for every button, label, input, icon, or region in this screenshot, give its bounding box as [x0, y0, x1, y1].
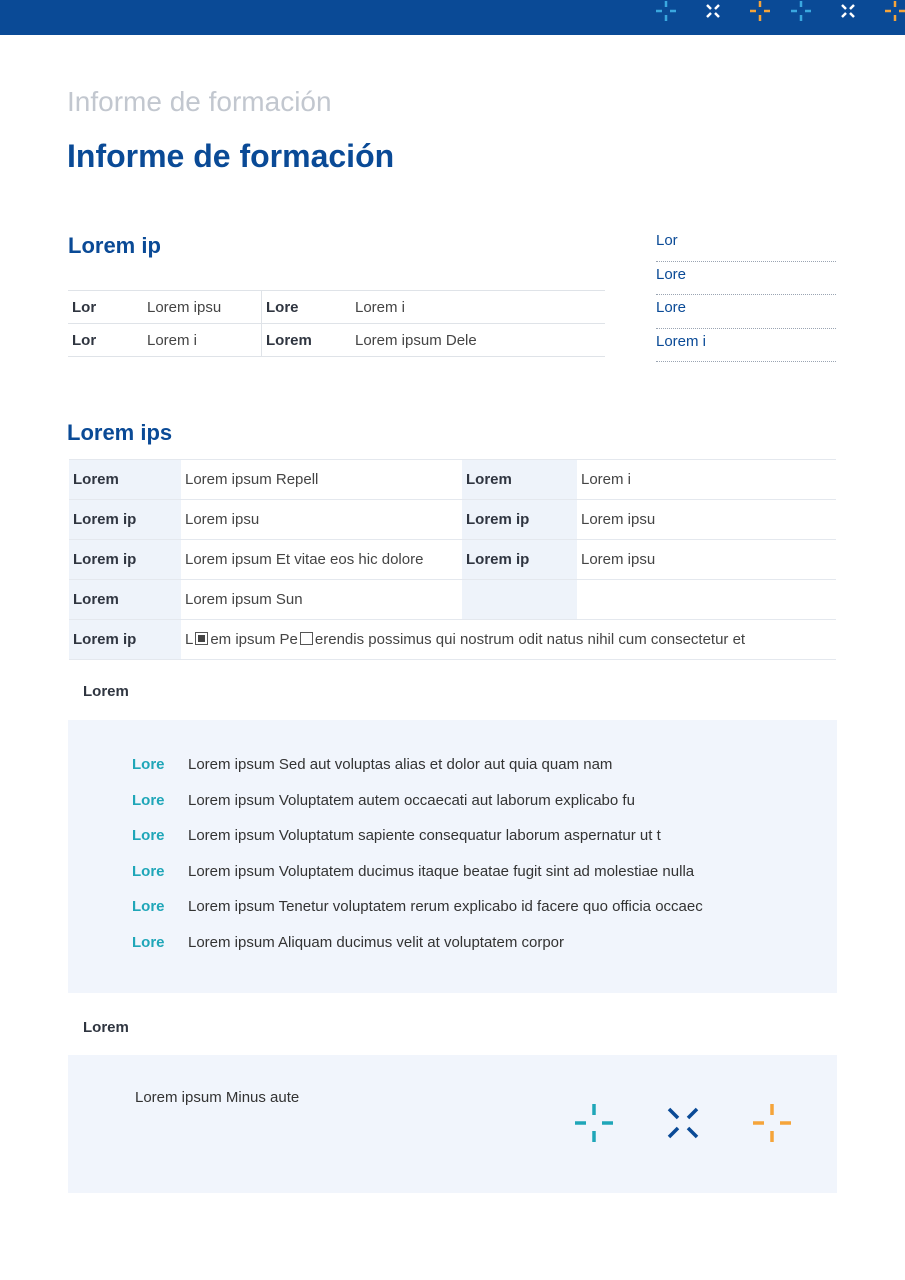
cross-mark-icon — [842, 5, 854, 17]
list-item-text: Lorem ipsum Tenetur voluptatem rerum explicabo id facere quo officia occaec — [188, 898, 703, 915]
table-value: Lorem ipsum Sun — [181, 580, 462, 620]
list-item-number: Lore — [132, 827, 165, 844]
list-item-text: Lorem ipsum Voluptatem ducimus itaque beatae fugit sint ad molestiae nulla — [188, 863, 695, 880]
section4-text: Lorem ipsum Minus aute — [135, 1089, 300, 1106]
table-key: Lor — [68, 324, 143, 357]
document-subtitle: Informe de formación — [67, 86, 332, 117]
table-key: Lorem ip — [69, 500, 181, 540]
table-key: Lorem ip — [69, 540, 181, 580]
section2-heading: Lorem ips — [67, 420, 173, 445]
list-item-text: Lorem ipsum Voluptatem autem occaecati aut laborum explicabo fu — [188, 792, 635, 809]
value-part: erendis possimus qui nostrum odit natus nihil cum consectetur et — [314, 631, 746, 648]
table-key: Lorem ip — [69, 620, 181, 660]
table-row — [69, 540, 836, 580]
toc-list — [656, 228, 836, 362]
checkbox-icon[interactable] — [300, 632, 313, 645]
table-key: Lorem ip — [462, 540, 577, 580]
plus-mark-icon — [885, 1, 905, 21]
table-key: Lorem — [462, 460, 577, 500]
table-key — [462, 580, 577, 620]
table-row — [69, 460, 836, 500]
brand-marks — [68, 1055, 837, 1193]
table-value: Lorem ipsum Repell — [181, 460, 462, 500]
table-value: Lorem ipsu — [577, 500, 836, 540]
plus-mark-icon — [656, 1, 676, 21]
list-item-number: Lore — [132, 898, 165, 915]
checkbox-checked-icon[interactable] — [195, 632, 208, 645]
plus-mark-icon — [791, 1, 811, 21]
table-key: Lore — [262, 291, 352, 324]
section3-box — [68, 720, 837, 993]
table-value: Lorem i — [577, 460, 836, 500]
list-item-text: Lorem ipsum Aliquam ducimus velit at voluptatem corpor — [188, 934, 564, 951]
list-item-number: Lore — [132, 756, 165, 773]
top-bar-marks — [0, 0, 905, 35]
section1-heading: Lorem ip — [68, 233, 161, 258]
table-key: Lorem — [69, 460, 181, 500]
table-row — [69, 580, 836, 620]
list-item-number: Lore — [132, 863, 165, 880]
table-value: Lorem ipsum Et vitae eos hic dolore — [181, 540, 462, 580]
table-value: Lorem i — [351, 291, 605, 324]
table-row — [68, 324, 605, 357]
cross-mark-icon — [707, 5, 719, 17]
table-value — [577, 580, 836, 620]
table-key: Lorem — [69, 580, 181, 620]
table-row — [69, 500, 836, 540]
table-value: Lorem ipsu — [577, 540, 836, 580]
value-part: L — [185, 631, 194, 648]
list-item-number: Lore — [132, 934, 165, 951]
table-key: Lorem ip — [462, 500, 577, 540]
list-item-text: Lorem ipsum Voluptatum sapiente consequatur laborum aspernatur ut t — [188, 827, 661, 844]
toc-link[interactable]: Lor — [656, 228, 836, 262]
table-value: Lorem ipsum Dele — [351, 324, 605, 357]
table-value: Lorem ipsu — [181, 500, 462, 540]
table-value: Lorem ipsu — [143, 291, 262, 324]
document-title: Informe de formación — [67, 138, 395, 174]
section4-label: Lorem — [83, 1019, 129, 1036]
table-value: Lorem i — [143, 324, 262, 357]
list-item-number: Lore — [132, 792, 165, 809]
toc-link[interactable]: Lorem i — [656, 329, 836, 363]
toc-link[interactable]: Lore — [656, 295, 836, 329]
table-value-wide — [181, 620, 836, 660]
plus-mark-icon — [575, 1104, 613, 1142]
toc-link[interactable]: Lore — [656, 262, 836, 296]
list-item-text: Lorem ipsum Sed aut voluptas alias et dolor aut quia quam nam — [188, 756, 613, 773]
value-part: em ipsum Pe — [210, 631, 298, 648]
table-key: Lor — [68, 291, 143, 324]
table-key: Lorem — [262, 324, 352, 357]
top-bar — [0, 0, 905, 35]
cross-mark-icon — [669, 1109, 697, 1137]
plus-mark-icon — [753, 1104, 791, 1142]
table-row — [69, 620, 836, 660]
table-row — [68, 291, 605, 324]
section4-box — [68, 1055, 837, 1193]
section1-table — [68, 290, 605, 357]
section3-label: Lorem — [83, 683, 129, 700]
plus-mark-icon — [750, 1, 770, 21]
section2-table — [69, 459, 836, 660]
